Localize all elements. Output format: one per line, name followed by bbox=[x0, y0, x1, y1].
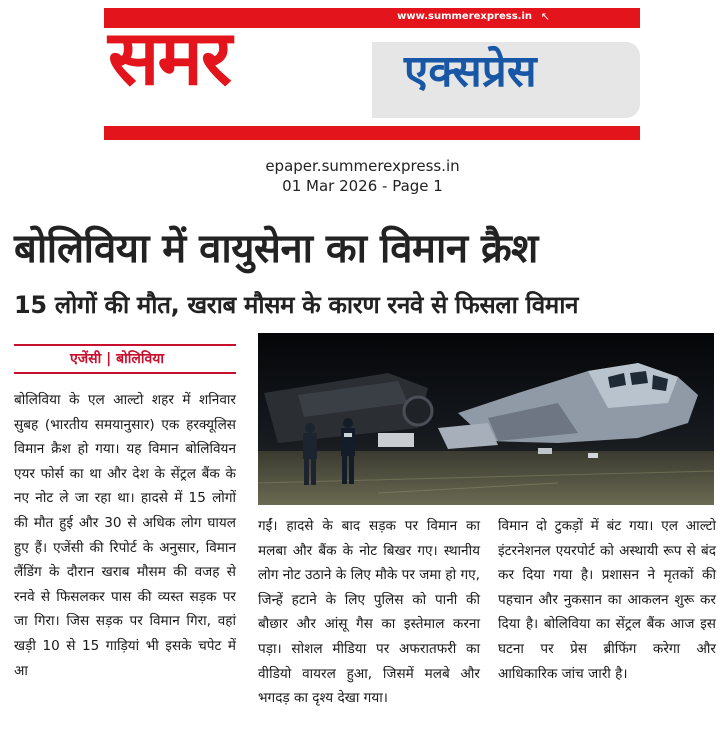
cursor-arrow-icon: ↖ bbox=[540, 10, 550, 23]
article-column-1: बोलिविया के एल आल्टो शहर में शनिवार सुबह (भारतीय समयानुसार) एक हरक्यूलिस विमान क्रैश हो गया। यह विमान बोलिवियन एयर फोर्स का था और देश के सेंट्रल बैंक के नए नोट ले जा रहा था। हादसे में 15 लोगों की मौत हुई और 30 से अधिक लोग घायल हुए हैं। एजेंसी की रिपोर्ट के अनुसार, विमान लैंडिंग के दौरान खराब मौसम की वजह से रनवे से फिसलकर पास की व्यस्त सड़क पर जा गिरा। जिस सड़क पर विमान गिरा, वहां खड़ी 10 से 15 गाड़ियां भी इसके चपेट में आ bbox=[14, 392, 236, 679]
masthead bbox=[104, 8, 640, 140]
masthead-logo-sub: एक्सप्रेस bbox=[404, 46, 537, 97]
edition-site[interactable]: epaper.summerexpress.in bbox=[265, 157, 460, 175]
masthead-bottom-bar bbox=[104, 126, 640, 140]
masthead-logo-main: समर bbox=[108, 13, 230, 102]
edition-date-page: 01 Mar 2026 - Page 1 bbox=[282, 177, 443, 195]
article-byline bbox=[14, 344, 236, 374]
byline-text: एजेंसी | बोलिविया bbox=[70, 351, 164, 367]
masthead-url[interactable]: www.summerexpress.in bbox=[397, 11, 532, 22]
crash-photo bbox=[258, 333, 714, 505]
article-column-2: गईं। हादसे के बाद सड़क पर विमान का मलबा और बैंक के नोट बिखर गए। स्थानीय लोग नोट उठाने के लिए मौके पर जमा हो गए, जिन्हें हटाने के लिए पुलिस को पानी की बौछार और आंसू गैस का इस्तेमाल करना पड़ा। सोशल मीडिया पर अफरातफरी का वीडियो वायरल हुआ, जिसमें मलबे और भगदड़ का दृश्य देखा गया। bbox=[258, 518, 480, 707]
article-column-3: विमान दो टुकड़ों में बंट गया। एल आल्टो इंटरनेशनल एयरपोर्ट को अस्थायी रूप से बंद कर दिया गया है। प्रशासन ने मृतकों की पहचान और नुकसान का आकलन शुरू कर दिया है। बोलिविया का सेंट्रल बैंक आज इस घटना पर प्रेस ब्रीफिंग करेगा और आधिकारिक जांच जारी है। bbox=[498, 518, 716, 682]
article-subheadline: 15 लोगों की मौत, खराब मौसम के कारण रनवे से फिसला विमान bbox=[14, 291, 579, 319]
article-headline: बोलिविया में वायुसेना का विमान क्रैश bbox=[14, 226, 538, 272]
